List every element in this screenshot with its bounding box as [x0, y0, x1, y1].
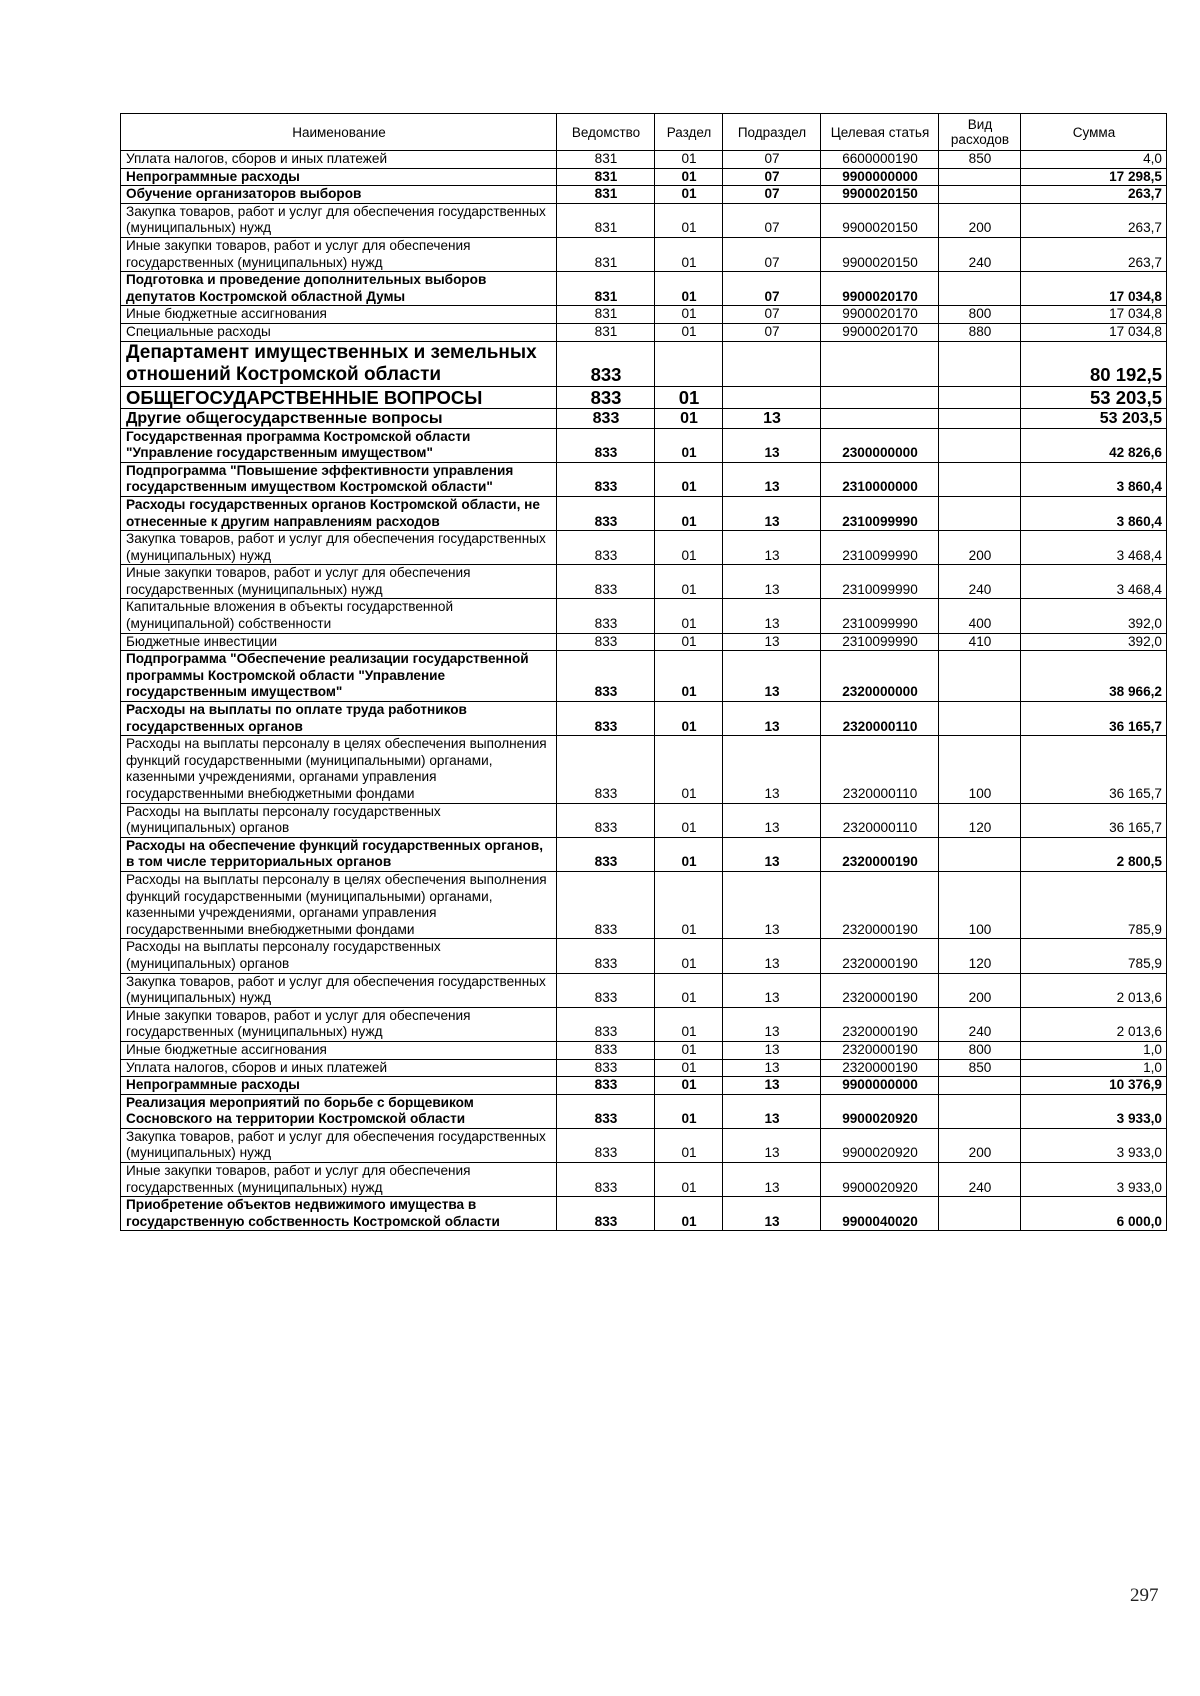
cell-target: 9900020150 [821, 237, 939, 271]
cell-subsection: 13 [723, 1197, 821, 1231]
cell-target: 9900020920 [821, 1163, 939, 1197]
cell-sum: 53 203,5 [1021, 408, 1167, 428]
cell-section: 01 [655, 203, 723, 237]
cell-subsection: 13 [723, 1094, 821, 1128]
table-row [121, 496, 1167, 530]
cell-name: Уплата налогов, сборов и иных платежей [121, 1059, 557, 1077]
cell-section: 01 [655, 973, 723, 1007]
cell-dept: 831 [557, 168, 655, 186]
cell-sum: 392,0 [1021, 633, 1167, 651]
table-header-row [121, 114, 1167, 151]
cell-sum: 17 298,5 [1021, 168, 1167, 186]
cell-type: 200 [939, 973, 1021, 1007]
table-row [121, 651, 1167, 702]
cell-type: 240 [939, 565, 1021, 599]
cell-type: 100 [939, 871, 1021, 938]
cell-target: 9900020170 [821, 323, 939, 341]
header-section: Раздел [655, 114, 723, 151]
cell-type [939, 186, 1021, 204]
cell-type [939, 341, 1021, 386]
cell-target: 2320000110 [821, 702, 939, 736]
cell-subsection: 07 [723, 186, 821, 204]
cell-name: Расходы на обеспечение функций государственных органов, в том числе территориальных органов [121, 837, 557, 871]
cell-dept: 833 [557, 496, 655, 530]
table-row [121, 1007, 1167, 1041]
table-row [121, 837, 1167, 871]
cell-subsection: 13 [723, 1163, 821, 1197]
table-row [121, 386, 1167, 408]
cell-type [939, 837, 1021, 871]
cell-section: 01 [655, 939, 723, 973]
cell-sum: 17 034,8 [1021, 306, 1167, 324]
table-row [121, 1094, 1167, 1128]
cell-dept: 833 [557, 651, 655, 702]
cell-sum: 392,0 [1021, 599, 1167, 633]
cell-name: Специальные расходы [121, 323, 557, 341]
cell-subsection: 13 [723, 1128, 821, 1162]
table-row [121, 973, 1167, 1007]
cell-type: 880 [939, 323, 1021, 341]
cell-dept: 833 [557, 973, 655, 1007]
table-row [121, 1128, 1167, 1162]
cell-dept: 831 [557, 203, 655, 237]
header-dept: Ведомство [557, 114, 655, 151]
cell-section: 01 [655, 1041, 723, 1059]
cell-target: 2320000190 [821, 1059, 939, 1077]
cell-section: 01 [655, 871, 723, 938]
cell-name: Уплата налогов, сборов и иных платежей [121, 151, 557, 169]
cell-type [939, 1077, 1021, 1095]
cell-target: 2320000190 [821, 871, 939, 938]
cell-target [821, 386, 939, 408]
cell-sum: 263,7 [1021, 237, 1167, 271]
cell-sum: 36 165,7 [1021, 803, 1167, 837]
cell-type [939, 272, 1021, 306]
cell-dept: 833 [557, 803, 655, 837]
cell-sum: 80 192,5 [1021, 341, 1167, 386]
cell-subsection [723, 341, 821, 386]
cell-type: 120 [939, 803, 1021, 837]
cell-name: Иные закупки товаров, работ и услуг для обеспечения государственных (муниципальных) нужд [121, 565, 557, 599]
cell-target: 9900000000 [821, 168, 939, 186]
cell-name: Реализация мероприятий по борьбе с борщевиком Сосновского на территории Костромской области [121, 1094, 557, 1128]
cell-target: 9900000000 [821, 1077, 939, 1095]
cell-dept: 831 [557, 186, 655, 204]
cell-type: 100 [939, 736, 1021, 803]
cell-subsection: 07 [723, 272, 821, 306]
cell-target: 2320000110 [821, 736, 939, 803]
cell-section: 01 [655, 168, 723, 186]
cell-dept: 833 [557, 1128, 655, 1162]
table-row [121, 341, 1167, 386]
cell-name: Приобретение объектов недвижимого имущества в государственную собственность Костромской области [121, 1197, 557, 1231]
cell-section: 01 [655, 599, 723, 633]
cell-sum: 263,7 [1021, 203, 1167, 237]
cell-subsection: 13 [723, 462, 821, 496]
table-row [121, 151, 1167, 169]
cell-target: 2300000000 [821, 428, 939, 462]
cell-name: Расходы на выплаты персоналу в целях обеспечения выполнения функций государственными (муниципальными) органами, казенными учреждениями, органами управления государственными внебюджетными фондами [121, 736, 557, 803]
cell-name: Капитальные вложения в объекты государственной (муниципальной) собственности [121, 599, 557, 633]
cell-name: Непрограммные расходы [121, 1077, 557, 1095]
cell-type [939, 408, 1021, 428]
cell-dept: 833 [557, 599, 655, 633]
cell-dept: 833 [557, 428, 655, 462]
cell-sum: 3 860,4 [1021, 462, 1167, 496]
cell-sum: 42 826,6 [1021, 428, 1167, 462]
cell-type [939, 651, 1021, 702]
cell-name: Закупка товаров, работ и услуг для обеспечения государственных (муниципальных) нужд [121, 531, 557, 565]
cell-sum: 263,7 [1021, 186, 1167, 204]
cell-section: 01 [655, 237, 723, 271]
cell-type: 850 [939, 1059, 1021, 1077]
cell-name: Непрограммные расходы [121, 168, 557, 186]
cell-subsection: 13 [723, 496, 821, 530]
cell-type [939, 386, 1021, 408]
table-row [121, 803, 1167, 837]
cell-dept: 833 [557, 1041, 655, 1059]
cell-section: 01 [655, 1059, 723, 1077]
table-row [121, 871, 1167, 938]
table-row [121, 203, 1167, 237]
cell-subsection: 13 [723, 871, 821, 938]
table-row [121, 168, 1167, 186]
cell-type [939, 1094, 1021, 1128]
cell-target: 9900020170 [821, 272, 939, 306]
cell-section: 01 [655, 1007, 723, 1041]
header-target: Целевая статья [821, 114, 939, 151]
cell-subsection: 13 [723, 702, 821, 736]
cell-section: 01 [655, 496, 723, 530]
cell-target: 2320000190 [821, 837, 939, 871]
cell-subsection: 13 [723, 1059, 821, 1077]
cell-dept: 831 [557, 151, 655, 169]
cell-subsection: 07 [723, 306, 821, 324]
cell-sum: 3 468,4 [1021, 565, 1167, 599]
cell-target: 2320000190 [821, 973, 939, 1007]
cell-name: Иные бюджетные ассигнования [121, 1041, 557, 1059]
cell-dept: 833 [557, 408, 655, 428]
cell-type: 240 [939, 237, 1021, 271]
table-row [121, 531, 1167, 565]
header-sum: Сумма [1021, 114, 1167, 151]
table-row [121, 939, 1167, 973]
cell-section: 01 [655, 272, 723, 306]
cell-dept: 833 [557, 531, 655, 565]
cell-dept: 833 [557, 736, 655, 803]
cell-subsection: 13 [723, 531, 821, 565]
cell-section: 01 [655, 462, 723, 496]
cell-sum: 17 034,8 [1021, 272, 1167, 306]
cell-name: Другие общегосударственные вопросы [121, 408, 557, 428]
cell-subsection: 07 [723, 151, 821, 169]
cell-dept: 833 [557, 837, 655, 871]
cell-name: Расходы на выплаты по оплате труда работников государственных органов [121, 702, 557, 736]
cell-target: 2310099990 [821, 496, 939, 530]
cell-dept: 833 [557, 386, 655, 408]
cell-sum: 3 933,0 [1021, 1094, 1167, 1128]
cell-subsection: 07 [723, 237, 821, 271]
cell-type: 120 [939, 939, 1021, 973]
cell-subsection: 13 [723, 736, 821, 803]
table-row [121, 237, 1167, 271]
cell-dept: 831 [557, 323, 655, 341]
cell-name: Подпрограмма "Обеспечение реализации государственной программы Костромской области "Управление государственным имуществом" [121, 651, 557, 702]
cell-sum: 3 468,4 [1021, 531, 1167, 565]
table-row [121, 1059, 1167, 1077]
cell-section: 01 [655, 531, 723, 565]
cell-sum: 53 203,5 [1021, 386, 1167, 408]
table-row [121, 462, 1167, 496]
table-row [121, 306, 1167, 324]
cell-sum: 785,9 [1021, 939, 1167, 973]
cell-dept: 831 [557, 306, 655, 324]
cell-target: 2320000000 [821, 651, 939, 702]
cell-sum: 3 933,0 [1021, 1128, 1167, 1162]
cell-target: 2320000190 [821, 1041, 939, 1059]
table-row [121, 599, 1167, 633]
cell-target: 2310099990 [821, 599, 939, 633]
cell-subsection: 13 [723, 599, 821, 633]
cell-name: Закупка товаров, работ и услуг для обеспечения государственных (муниципальных) нужд [121, 973, 557, 1007]
cell-section: 01 [655, 408, 723, 428]
cell-sum: 36 165,7 [1021, 702, 1167, 736]
cell-target: 9900040020 [821, 1197, 939, 1231]
cell-section: 01 [655, 736, 723, 803]
cell-section: 01 [655, 1094, 723, 1128]
cell-target: 9900020920 [821, 1094, 939, 1128]
cell-section: 01 [655, 1197, 723, 1231]
cell-subsection: 13 [723, 1041, 821, 1059]
cell-dept: 833 [557, 1197, 655, 1231]
cell-section: 01 [655, 151, 723, 169]
cell-sum: 38 966,2 [1021, 651, 1167, 702]
cell-target: 2320000190 [821, 939, 939, 973]
cell-name: Департамент имущественных и земельных отношений Костромской области [121, 341, 557, 386]
cell-subsection: 13 [723, 837, 821, 871]
cell-name: Расходы на выплаты персоналу в целях обеспечения выполнения функций государственными (муниципальными) органами, казенными учреждениями, органами управления государственными внебюджетными фондами [121, 871, 557, 938]
cell-section: 01 [655, 651, 723, 702]
table-row [121, 1041, 1167, 1059]
cell-dept: 833 [557, 1007, 655, 1041]
cell-sum: 36 165,7 [1021, 736, 1167, 803]
cell-sum: 10 376,9 [1021, 1077, 1167, 1095]
cell-subsection: 13 [723, 408, 821, 428]
cell-target: 9900020920 [821, 1128, 939, 1162]
cell-target: 9900020170 [821, 306, 939, 324]
table-row [121, 1163, 1167, 1197]
cell-sum: 2 013,6 [1021, 1007, 1167, 1041]
cell-type: 800 [939, 306, 1021, 324]
cell-name: Расходы на выплаты персоналу государственных (муниципальных) органов [121, 939, 557, 973]
budget-table [120, 113, 1167, 1231]
table-row [121, 633, 1167, 651]
cell-target: 2320000110 [821, 803, 939, 837]
cell-dept: 833 [557, 871, 655, 938]
cell-type [939, 702, 1021, 736]
cell-dept: 833 [557, 633, 655, 651]
cell-subsection: 13 [723, 1077, 821, 1095]
cell-sum: 17 034,8 [1021, 323, 1167, 341]
cell-target: 6600000190 [821, 151, 939, 169]
cell-sum: 3 860,4 [1021, 496, 1167, 530]
cell-target: 2310099990 [821, 633, 939, 651]
cell-type: 200 [939, 531, 1021, 565]
cell-name: Подготовка и проведение дополнительных выборов депутатов Костромской областной Думы [121, 272, 557, 306]
table-row [121, 428, 1167, 462]
cell-sum: 2 013,6 [1021, 973, 1167, 1007]
cell-type [939, 496, 1021, 530]
cell-sum: 785,9 [1021, 871, 1167, 938]
cell-target: 2310099990 [821, 531, 939, 565]
table-row [121, 565, 1167, 599]
cell-section: 01 [655, 702, 723, 736]
table-row [121, 1077, 1167, 1095]
cell-sum: 6 000,0 [1021, 1197, 1167, 1231]
table-row [121, 408, 1167, 428]
cell-name: Расходы на выплаты персоналу государственных (муниципальных) органов [121, 803, 557, 837]
cell-dept: 833 [557, 702, 655, 736]
cell-dept: 833 [557, 1094, 655, 1128]
cell-type [939, 1197, 1021, 1231]
cell-type: 800 [939, 1041, 1021, 1059]
cell-sum: 2 800,5 [1021, 837, 1167, 871]
cell-dept: 831 [557, 272, 655, 306]
table-row [121, 1197, 1167, 1231]
cell-dept: 833 [557, 462, 655, 496]
cell-section: 01 [655, 306, 723, 324]
cell-subsection: 07 [723, 323, 821, 341]
cell-subsection: 13 [723, 973, 821, 1007]
cell-dept: 833 [557, 1059, 655, 1077]
cell-subsection: 13 [723, 651, 821, 702]
cell-subsection [723, 386, 821, 408]
table-row [121, 702, 1167, 736]
cell-name: ОБЩЕГОСУДАРСТВЕННЫЕ ВОПРОСЫ [121, 386, 557, 408]
cell-name: Иные закупки товаров, работ и услуг для обеспечения государственных (муниципальных) нужд [121, 1163, 557, 1197]
cell-name: Обучение организаторов выборов [121, 186, 557, 204]
cell-type [939, 168, 1021, 186]
cell-target: 2310099990 [821, 565, 939, 599]
cell-section: 01 [655, 1163, 723, 1197]
cell-name: Бюджетные инвестиции [121, 633, 557, 651]
cell-name: Иные закупки товаров, работ и услуг для обеспечения государственных (муниципальных) нужд [121, 1007, 557, 1041]
cell-dept: 833 [557, 341, 655, 386]
cell-section: 01 [655, 186, 723, 204]
cell-dept: 833 [557, 1077, 655, 1095]
cell-section: 01 [655, 565, 723, 599]
cell-type [939, 462, 1021, 496]
cell-type: 410 [939, 633, 1021, 651]
table-row [121, 323, 1167, 341]
table-body [121, 151, 1167, 1231]
cell-section: 01 [655, 428, 723, 462]
header-subsection: Подраздел [723, 114, 821, 151]
cell-section: 01 [655, 386, 723, 408]
cell-name: Подпрограмма "Повышение эффективности управления государственным имуществом Костромской области" [121, 462, 557, 496]
cell-sum: 1,0 [1021, 1059, 1167, 1077]
cell-target: 9900020150 [821, 203, 939, 237]
cell-subsection: 13 [723, 565, 821, 599]
cell-name: Закупка товаров, работ и услуг для обеспечения государственных (муниципальных) нужд [121, 203, 557, 237]
table-row [121, 736, 1167, 803]
cell-target: 9900020150 [821, 186, 939, 204]
cell-sum: 3 933,0 [1021, 1163, 1167, 1197]
cell-subsection: 13 [723, 428, 821, 462]
cell-name: Иные бюджетные ассигнования [121, 306, 557, 324]
cell-dept: 831 [557, 237, 655, 271]
cell-subsection: 07 [723, 168, 821, 186]
cell-type: 240 [939, 1163, 1021, 1197]
cell-name: Иные закупки товаров, работ и услуг для обеспечения государственных (муниципальных) нужд [121, 237, 557, 271]
cell-type: 850 [939, 151, 1021, 169]
page-number: 297 [1130, 1585, 1159, 1606]
header-type: Вид расходов [939, 114, 1021, 151]
table-row [121, 186, 1167, 204]
header-name: Наименование [121, 114, 557, 151]
cell-sum: 1,0 [1021, 1041, 1167, 1059]
cell-type: 200 [939, 203, 1021, 237]
cell-subsection: 13 [723, 939, 821, 973]
cell-section: 01 [655, 1128, 723, 1162]
cell-section [655, 341, 723, 386]
cell-name: Государственная программа Костромской области "Управление государственным имуществом" [121, 428, 557, 462]
cell-target: 2320000190 [821, 1007, 939, 1041]
cell-dept: 833 [557, 565, 655, 599]
cell-subsection: 07 [723, 203, 821, 237]
cell-dept: 833 [557, 1163, 655, 1197]
cell-target: 2310000000 [821, 462, 939, 496]
cell-section: 01 [655, 803, 723, 837]
cell-name: Закупка товаров, работ и услуг для обеспечения государственных (муниципальных) нужд [121, 1128, 557, 1162]
cell-section: 01 [655, 837, 723, 871]
cell-subsection: 13 [723, 803, 821, 837]
cell-section: 01 [655, 323, 723, 341]
cell-subsection: 13 [723, 1007, 821, 1041]
cell-sum: 4,0 [1021, 151, 1167, 169]
cell-section: 01 [655, 633, 723, 651]
cell-dept: 833 [557, 939, 655, 973]
cell-subsection: 13 [723, 633, 821, 651]
cell-target [821, 408, 939, 428]
cell-name: Расходы государственных органов Костромской области, не отнесенные к другим направлениям расходов [121, 496, 557, 530]
cell-type: 400 [939, 599, 1021, 633]
cell-target [821, 341, 939, 386]
table-row [121, 272, 1167, 306]
cell-type: 240 [939, 1007, 1021, 1041]
cell-section: 01 [655, 1077, 723, 1095]
cell-type: 200 [939, 1128, 1021, 1162]
cell-type [939, 428, 1021, 462]
